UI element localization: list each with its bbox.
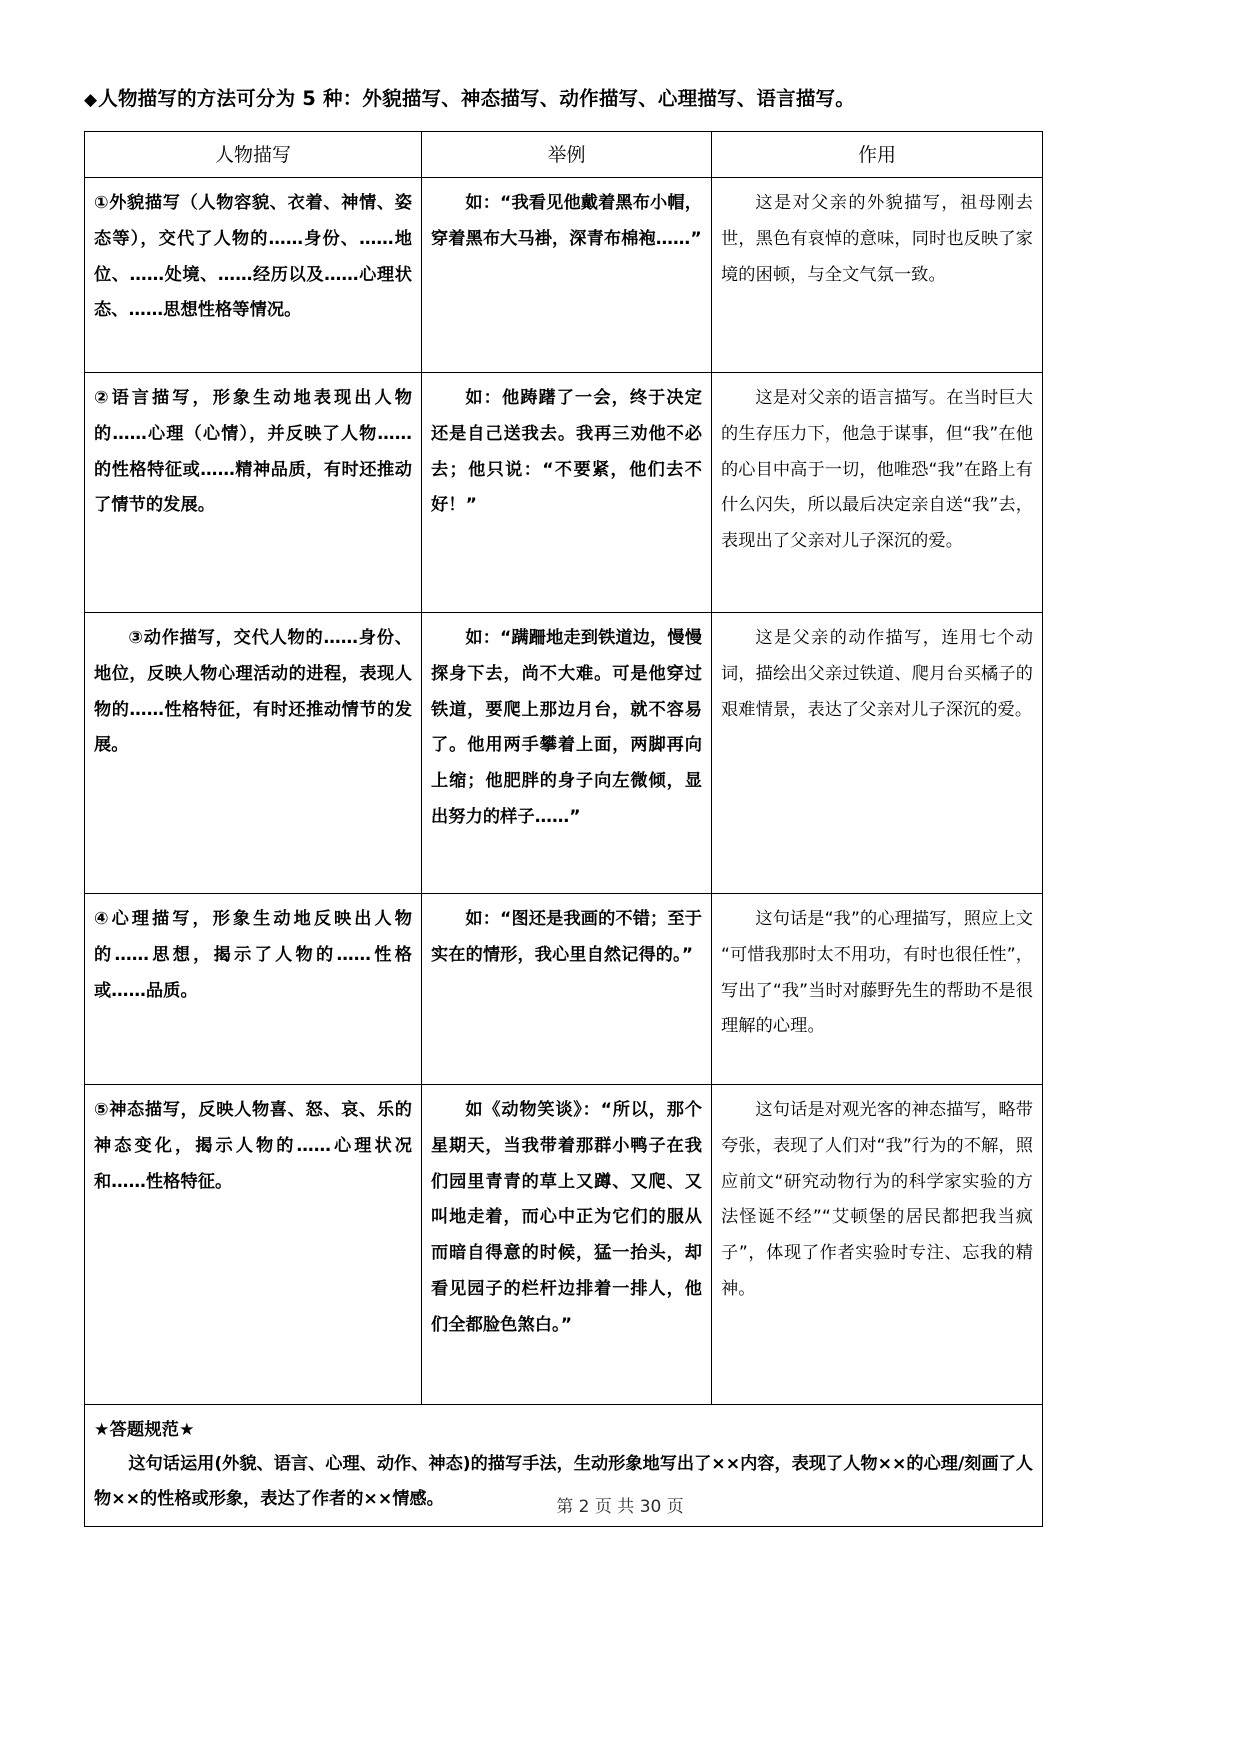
cell-effect-text: 这是对父亲的语言描写。在当时巨大的生存压力下，他急于谋事，但“我”在他的心目中高于一切，他唯恐“我”在路上有什么闪失，所以最后决定亲自送“我”去，表现出了父亲对儿子深沉的爱。 (721, 388, 1033, 552)
page-number: 第 2 页 共 30 页 (556, 1497, 684, 1517)
cell-example (422, 178, 712, 373)
cell-effect-text: 这句话是对观光客的神态描写，略带夸张，表现了人们对“我”行为的不解，照应前文“研究动物行为的科学家实验的方法怪诞不经”“艾顿堡的居民都把我当疯子”，体现了作者实验时专注、忘我的精神。 (721, 1100, 1033, 1299)
cell-example (422, 1085, 712, 1405)
answer-standard-title: ★答题规范★ (94, 1420, 195, 1440)
table-row (85, 613, 1043, 894)
cell-description-text: ③动作描写，交代人物的……身份、地位，反映人物心理活动的进程，表现人物的……性格特征，有时还推动情节的发展。 (94, 628, 412, 756)
cell-description: ⑤神态描写，反映人物喜、怒、哀、乐的神态变化，揭示人物的……心理状况和……性格特征。 (85, 1085, 422, 1405)
cell-example (422, 613, 712, 894)
column-header-description: 人物描写 (85, 132, 422, 178)
cell-effect (712, 613, 1043, 894)
cell-effect (712, 178, 1043, 373)
cell-example-text: 如《动物笑谈》：“所以，那个星期天，当我带着那群小鸭子在我们园里青青的草上又蹲、又爬、又叫地走着，而心中正为它们的服从而暗自得意的时候，猛一抬头，却看见园子的栏杆边排着一排人，他们全都脸色煞白。” (431, 1100, 702, 1335)
table-header-row (85, 132, 1043, 178)
cell-effect (712, 894, 1043, 1085)
cell-effect-text: 这是父亲的动作描写，连用七个动词，描绘出父亲过铁道、爬月台买橘子的艰难情景，表达了父亲对儿子深沉的爱。 (721, 628, 1033, 720)
column-header-effect: 作用 (712, 132, 1043, 178)
page-title-text: 人物描写的方法可分为 5 种：外貌描写、神态描写、动作描写、心理描写、语言描写。 (98, 87, 855, 110)
cell-effect-text: 这是对父亲的外貌描写，祖母刚去世，黑色有哀悼的意味，同时也反映了家境的困顿，与全文气氛一致。 (721, 193, 1033, 285)
cell-example (422, 373, 712, 613)
cell-description (85, 613, 422, 894)
cell-example-text: 如：“图还是我画的不错；至于实在的情形，我心里自然记得的。” (431, 909, 702, 965)
page-title (84, 86, 1084, 111)
cell-description: ④心理描写，形象生动地反映出人物的……思想，揭示了人物的……性格或……品质。 (85, 894, 422, 1085)
cell-description: ②语言描写，形象生动地表现出人物的……心理（心情），并反映了人物……的性格特征或……精神品质，有时还推动了情节的发展。 (85, 373, 422, 613)
table-row (85, 178, 1043, 373)
column-header-example: 举例 (422, 132, 712, 178)
character-description-table (84, 131, 1043, 1527)
cell-example-text: 如：他踌躇了一会，终于决定还是自己送我去。我再三劝他不必去；他只说：“不要紧，他们去不好！” (431, 388, 702, 516)
cell-example-text: 如：“蹒跚地走到铁道边，慢慢探身下去，尚不大难。可是他穿过铁道，要爬上那边月台，就不容易了。他用两手攀着上面，两脚再向上缩；他肥胖的身子向左微倾，显出努力的样子……” (431, 628, 702, 827)
table-row (85, 894, 1043, 1085)
diamond-bullet-icon: ◆ (84, 90, 98, 110)
cell-effect-text: 这句话是“我”的心理描写，照应上文“可惜我那时太不用功，有时也很任性”，写出了“我”当时对藤野先生的帮助不是很理解的心理。 (721, 909, 1033, 1037)
cell-effect (712, 1085, 1043, 1405)
table-row (85, 1085, 1043, 1405)
cell-effect (712, 373, 1043, 613)
cell-example (422, 894, 712, 1085)
cell-example-text: 如：“我看见他戴着黑布小帽，穿着黑布大马褂，深青布棉袍……” (431, 193, 702, 249)
answer-standard-body: 这句话运用(外貌、语言、心理、动作、神态)的描写手法，生动形象地写出了××内容，表现了人物××的心理/刻画了人物××的性格或形象，表达了作者的××情感。 (94, 1454, 1033, 1509)
table-row (85, 373, 1043, 613)
cell-description: ①外貌描写（人物容貌、衣着、神情、姿态等），交代了人物的……身份、……地位、……处境、……经历以及……心理状态、……思想性格等情况。 (85, 178, 422, 373)
